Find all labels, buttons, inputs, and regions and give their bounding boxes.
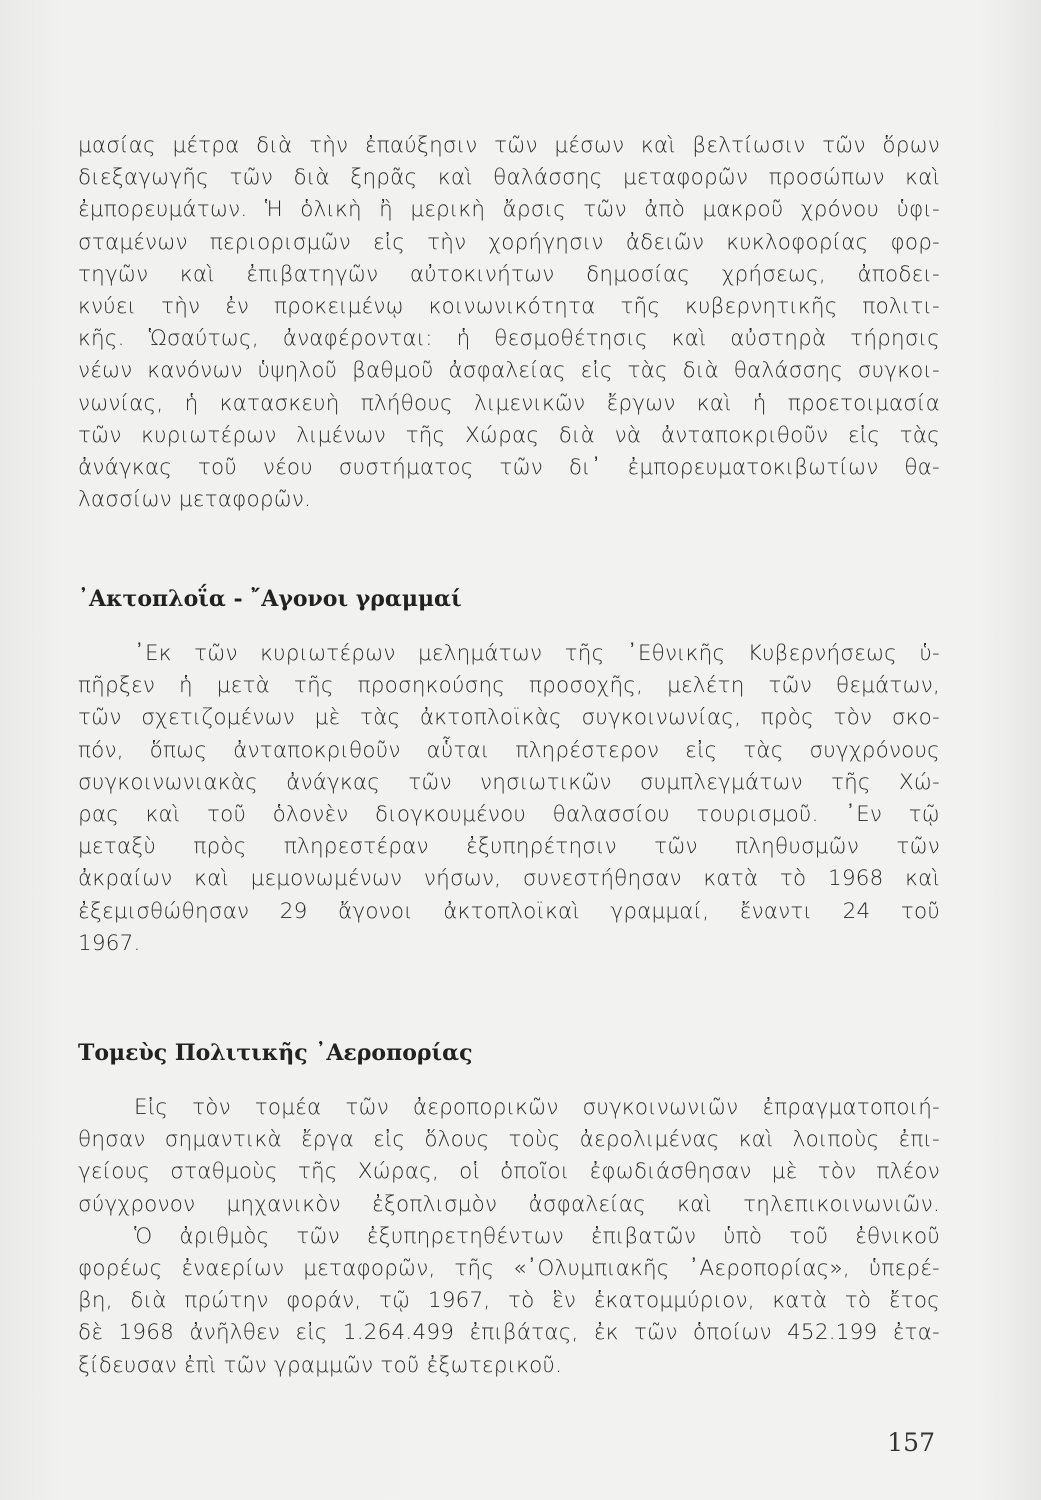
text-line: μασίας μέτρα διὰ τὴν ἐπαύξησιν τῶν μέσων καὶ βελτίωσιν τῶν ὅρων [78, 133, 940, 158]
text-line: ἐξεμισθώθησαν 29 ἄγονοι ἀκτοπλοϊκαὶ γραμμαί, ἔναντι 24 τοῦ [78, 898, 940, 924]
text-line: νέων κανόνων ὑψηλοῦ βαθμοῦ ἀσφαλείας εἰς τὰς διὰ θαλάσσης συγκοι- [78, 358, 940, 384]
text-line: σταμένων περιορισμῶν εἰς τὴν χορήγησιν ἀδειῶν κυκλοφορίας φορ- [78, 229, 940, 255]
text-line: ξίδευσαν ἐπὶ τῶν γραμμῶν τοῦ ἐξωτερικοῦ. [78, 1352, 563, 1378]
paragraph-transport-measures [78, 130, 940, 516]
text-line: βη, διὰ πρώτην φοράν, τῷ 1967, τὸ ἓν ἑκατομμύριον, κατὰ τὸ ἔτος [78, 1288, 940, 1314]
paragraph-coastal-shipping [78, 638, 940, 960]
text-line: πόν, ὅπως ἀνταποκριθοῦν αὗται πληρέστερον εἰς τὰς συγχρόνους [78, 737, 940, 763]
page-number: 157 [887, 1428, 935, 1457]
section-heading-coastal-shipping: ᾽Ακτοπλοΐα - ῎Αγονοι γραμμαί [78, 586, 462, 612]
text-line: κνύει τὴν ἐν προκειμένῳ κοινωνικότητα τῆς κυβερνητικῆς πολιτι- [78, 293, 940, 319]
text-line: τῶν κυριωτέρων λιμένων τῆς Χώρας διὰ νὰ ἀνταποκριθοῦν εἰς τὰς [78, 422, 940, 448]
text-line: Ὁ ἀριθμὸς τῶν ἐξυπηρετηθέντων ἐπιβατῶν ὑπὸ τοῦ ἐθνικοῦ [134, 1223, 940, 1249]
text-line: τῶν σχετιζομένων μὲ τὰς ἀκτοπλοϊκὰς συγκοινωνίας, πρὸς τὸν σκο- [78, 705, 940, 731]
text-line: κῆς. Ὡσαύτως, ἀναφέρονται: ἡ θεσμοθέτησις καὶ αὐστηρὰ τήρησις [78, 326, 940, 352]
text-line: δὲ 1968 ἀνῆλθεν εἰς 1.264.499 ἐπιβάτας, ἐκ τῶν ὁποίων 452.199 ἐτα- [78, 1320, 940, 1346]
text-line: λασσίων μεταφορῶν. [78, 487, 312, 513]
text-line: ᾽Εκ τῶν κυριωτέρων μελημάτων τῆς ᾽Εθνικῆς Κυβερνήσεως ὑ- [134, 641, 940, 666]
text-line: γείους σταθμοὺς τῆς Χώρας, οἱ ὁποῖοι ἐφωδιάσθησαν μὲ τὸν πλέον [78, 1159, 940, 1185]
text-line: τηγῶν καὶ ἐπιβατηγῶν αὐτοκινήτων δημοσίας χρήσεως, ἀποδει- [78, 261, 940, 287]
text-line: μεταξὺ πρὸς πληρεστέραν ἐξυπηρέτησιν τῶν πληθυσμῶν τῶν [78, 834, 940, 860]
text-line: ρας καὶ τοῦ ὁλονὲν διογκουμένου θαλασσίου τουρισμοῦ. ᾽Εν τῷ [78, 801, 940, 827]
text-line: συγκοινωνιακὰς ἀνάγκας τῶν νησιωτικῶν συμπλεγμάτων τῆς Χώ- [78, 769, 940, 795]
text-line: θησαν σημαντικὰ ἔργα εἰς ὅλους τοὺς ἀερολιμένας καὶ λοιποὺς ἐπι- [78, 1127, 940, 1153]
text-line: διεξαγωγῆς τῶν διὰ ξηρᾶς καὶ θαλάσσης μεταφορῶν προσώπων καὶ [78, 165, 940, 191]
text-line: ἀνάγκας τοῦ νέου συστήματος τῶν δι᾽ ἐμπορευματοκιβωτίων θα- [78, 454, 940, 480]
text-line: νωνίας, ἡ κατασκευὴ πλήθους λιμενικῶν ἔργων καὶ ἡ προετοιμασία [78, 390, 940, 416]
text-line: σύγχρονον μηχανικὸν ἐξοπλισμὸν ἀσφαλείας καὶ τηλεπικοινωνιῶν. [78, 1191, 940, 1217]
text-line: φορέως ἐναερίων μεταφορῶν, τῆς «᾽Ολυμπιακῆς ᾽Αεροπορίας», ὑπερέ- [78, 1255, 940, 1281]
text-line: Εἰς τὸν τομέα τῶν ἀεροπορικῶν συγκοινωνιῶν ἐπραγματοποιή- [134, 1095, 940, 1120]
text-line: 1967. [78, 930, 141, 956]
paragraph-civil-aviation [78, 1092, 940, 1382]
text-line: πῆρξεν ἡ μετὰ τῆς προσηκούσης προσοχῆς, μελέτη τῶν θεμάτων, [78, 673, 940, 699]
section-heading-civil-aviation: Τομεὺς Πολιτικῆς ᾽Αεροπορίας [78, 1040, 473, 1066]
text-line: ἐμπορευμάτων. Ἡ ὁλικὴ ἢ μερικὴ ἄρσις τῶν ἀπὸ μακροῦ χρόνου ὑφι- [78, 197, 940, 223]
text-line: ἀκραίων καὶ μεμονωμένων νήσων, συνεστήθησαν κατὰ τὸ 1968 καὶ [78, 866, 940, 892]
